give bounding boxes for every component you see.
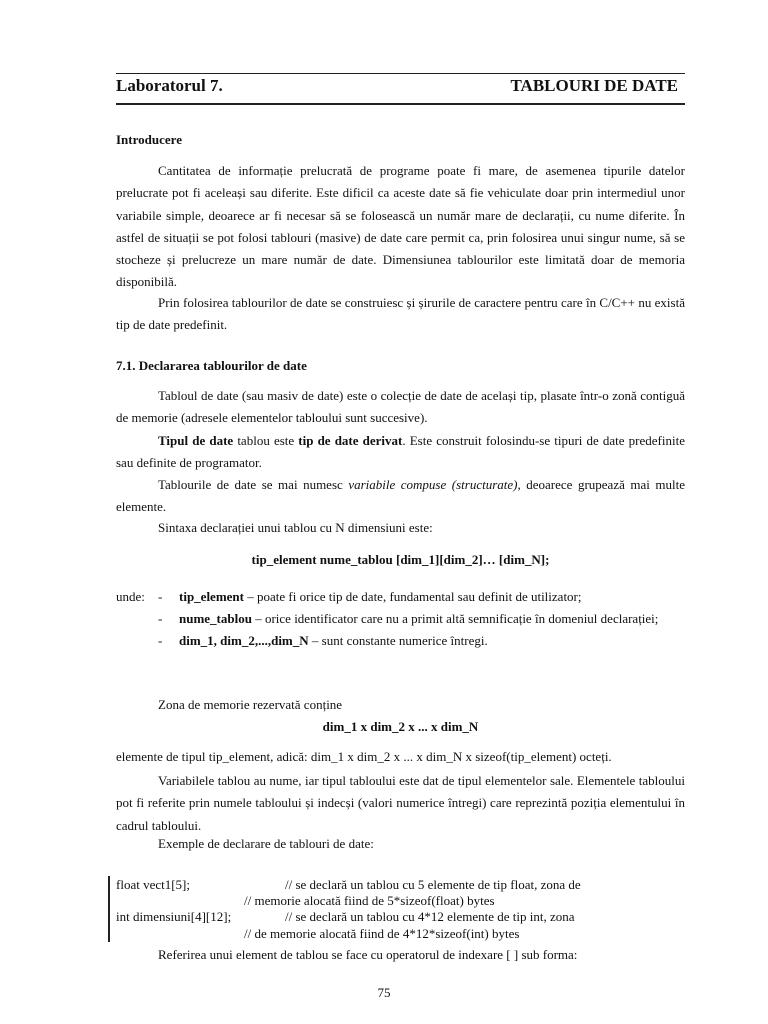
- list-dash: -: [158, 589, 163, 604]
- list-desc: – orice identificator care nu a primit altă semnificație în domeniul declarației;: [251, 611, 659, 626]
- code-decl-2: int dimensiuni[4][12];: [116, 909, 232, 924]
- p2-rest: . Este construit folosindu-se tipuri de date predefinite sau definite de programator.: [116, 433, 685, 471]
- p3-italic: variabile compuse (structurate): [348, 477, 518, 492]
- memory-formula: dim_1 x dim_2 x ... x dim_N: [322, 719, 479, 734]
- memory-intro: Zona de memorie rezervată conține: [158, 697, 343, 712]
- list-item: [116, 586, 685, 608]
- p3-start: Tablourile de date se mai numesc: [158, 477, 349, 492]
- code-comment-2: // memorie alocată fiind de 5*sizeof(float) bytes: [244, 893, 495, 908]
- p3-rest: , deoarece grupează mai multe elemente.: [116, 477, 685, 515]
- section-title-7-1: 7.1. Declararea tablourilor de date: [116, 358, 307, 373]
- list-item-text: [179, 586, 685, 608]
- list-desc: – sunt constante numerice întregi.: [308, 633, 488, 648]
- memory-after: elemente de tipul tip_element, adică: dim_1 x dim_2 x ... x dim_N x sizeof(tip_element) octeți.: [116, 749, 612, 764]
- list-item-text: [179, 630, 685, 652]
- list-term: dim_1, dim_2,...,dim_N: [179, 633, 309, 648]
- header-rule: [116, 103, 685, 105]
- chapter-title: TABLOURI DE DATE: [510, 76, 678, 95]
- list-term: tip_element: [179, 589, 244, 604]
- page-number: 75: [377, 985, 391, 1000]
- list-item: [116, 630, 685, 652]
- term-tipul-de-date: Tipul de date: [158, 433, 234, 448]
- code-comment-4: // de memorie alocată fiind de 4*12*sizeof(int) bytes: [244, 926, 520, 941]
- where-label: unde:: [116, 589, 145, 604]
- term-tip-derivat: tip de date derivat: [298, 433, 403, 448]
- list-desc: – poate fi orice tip de date, fundamental sau definit de utilizator;: [243, 589, 582, 604]
- list-item: [116, 608, 685, 630]
- code-block-bar: [108, 876, 110, 942]
- list-term: nume_tablou: [179, 611, 252, 626]
- section-paragraph-6: Exemple de declarare de tablouri de date:: [158, 836, 374, 851]
- intro-paragraph-1: Cantitatea de informație prelucrată de programe poate fi mare, de asemenea tipurile datelor prelucrate pot fi aceleași sau diferite. Este dificil ca aceste date să fie vehiculate doar prin intermediul unor variabile simple, deoarece ar fi necesar să se folosească un număr mare de declarații, cu nume diferite. În astfel de situații se pot folosi tablouri (masive) de date care permit ca, prin folosirea unui singur nume, să se stocheze și prelucreze un mare număr de date. Dimensiunea tablourilor este limitată doar de memoria disponibilă.: [116, 163, 685, 290]
- syntax-line: tip_element nume_tablou [dim_1][dim_2]… [dim_N];: [251, 552, 550, 567]
- code-decl-1: float vect1[5];: [116, 877, 190, 892]
- p2-mid: tablou este: [233, 433, 299, 448]
- list-dash: -: [158, 633, 163, 648]
- intro-paragraph-2: Prin folosirea tablourilor de date se construiesc și șirurile de caractere pentru care în C/C++ nu există tip de date predefinit.: [116, 295, 685, 333]
- list-item-text: [179, 608, 685, 630]
- section-paragraph-2: [116, 430, 685, 475]
- code-comment-3: // se declară un tablou cu 4*12 elemente de tip int, zona: [285, 909, 575, 924]
- section-paragraph-4: Sintaxa declarației unui tablou cu N dimensiuni este:: [158, 520, 433, 535]
- page-header: [116, 76, 678, 100]
- section-paragraph-5: Variabilele tablou au nume, iar tipul tabloului este dat de tipul elementelor sale. Elementele tabloului pot fi referite prin numele tabloului și indecși (valori numerice întregi) care reprezintă poziția elementului în cadrul tabloului.: [116, 773, 685, 833]
- lab-title: Laboratorul 7.: [116, 76, 223, 95]
- definition-list: [116, 586, 685, 652]
- section-paragraph-1: Tabloul de date (sau masiv de date) este o colecție de date de același tip, plasate într-o zonă contiguă de memorie (adresele elementelor tabloului sunt succesive).: [116, 388, 685, 426]
- code-comment-1: // se declară un tablou cu 5 elemente de tip float, zona de: [285, 877, 581, 892]
- section-title-intro: Introducere: [116, 132, 182, 147]
- section-paragraph-7: Referirea unui element de tablou se face cu operatorul de indexare [ ] sub forma:: [158, 947, 578, 962]
- list-dash: -: [158, 611, 163, 626]
- top-rule: [116, 73, 685, 74]
- section-paragraph-3: [116, 474, 685, 519]
